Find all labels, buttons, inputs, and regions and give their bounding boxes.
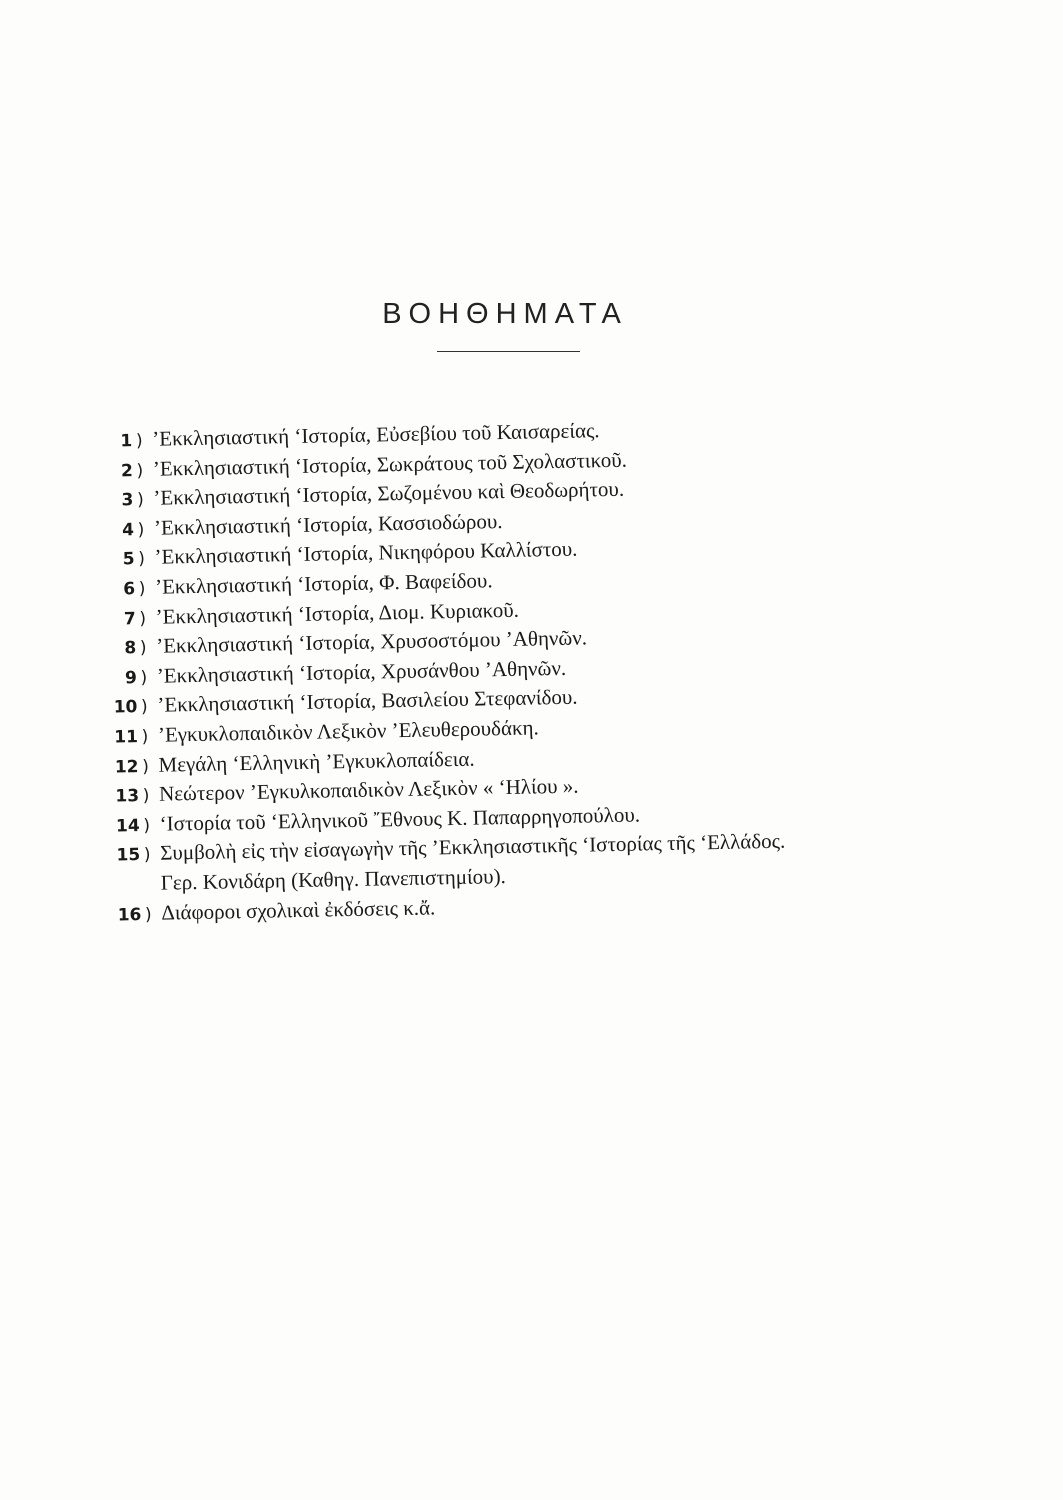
item-text: Μεγάλη ‘Ελληνικὴ ’Εγκυκλοπαίδεια.	[158, 746, 475, 777]
item-number: 10	[113, 697, 138, 718]
item-number: 14	[115, 815, 140, 837]
item-number: 7	[123, 608, 136, 629]
item-text: ’Εγκυκλοπαιδικὸν Λεξικὸν ’Ελευθερουδάκη.	[157, 715, 539, 747]
item-paren: )	[136, 490, 144, 511]
page-title: ΒΟΗΘΗΜΑΤΑ	[382, 298, 628, 330]
item-text: Διάφοροι σχολικαὶ ἐκδόσεις κ.ἄ.	[161, 894, 436, 925]
item-text: ’Εκκλησιαστική ‘Ιστορία, Χρυσοστόμου ’Αθηνῶν.	[156, 625, 588, 658]
title-underline	[437, 351, 580, 352]
item-text: Νεώτερον ’Εγκυλκοπαιδικὸν Λεξικὸν « ‘Ηλίου ».	[158, 773, 579, 806]
item-text: ’Εκκλησιαστική ‘Ιστορία, Βασιλείου Στεφανίδου.	[157, 684, 578, 718]
item-paren: )	[144, 904, 152, 925]
item-text: ’Εκκλησιαστική ‘Ιστορία, Κασσιοδώρου.	[153, 508, 503, 540]
item-paren: )	[140, 667, 148, 688]
item-paren: )	[142, 756, 150, 777]
item-number: 9	[124, 667, 138, 689]
item-paren: )	[139, 608, 147, 629]
item-text: ’Εκκλησιαστική ‘Ιστορία, Διομ. Κυριακοῦ.	[155, 597, 520, 629]
item-paren: )	[142, 786, 150, 807]
item-number: 4	[121, 519, 135, 541]
item-text: ’Εκκλησιαστική ‘Ιστορία, Φ. Βαφείδου.	[154, 568, 493, 599]
item-paren: )	[138, 578, 146, 600]
item-text: ‘Ιστορία τοῦ ‘Ελληνικοῦ ῎Εθνους Κ. Παπαρρηγοπούλου.	[159, 802, 641, 836]
item-number: 2	[120, 460, 134, 481]
item-paren: )	[135, 430, 143, 452]
item-text: ’Εκκλησιαστική ‘Ιστορία, Σωζομένου καὶ Θεοδωρήτου.	[153, 476, 625, 510]
item-text: ’Εκκλησιαστική ‘Ιστορία, Σωκράτους τοῦ Σχολαστικοῦ.	[152, 447, 628, 481]
item-number: 13	[115, 786, 140, 807]
item-text: ’Εκκλησιαστική ‘Ιστορία, Εὐσεβίου τοῦ Καισαρείας.	[152, 418, 600, 451]
item-text: Γερ. Κονιδάρη (Καθηγ. Πανεπιστημίου).	[160, 863, 507, 895]
item-paren: )	[138, 549, 146, 570]
item-paren: )	[141, 726, 149, 747]
item-paren: )	[143, 845, 151, 866]
item-paren: )	[143, 815, 151, 836]
item-number: 1	[120, 431, 133, 452]
item-number: 16	[117, 904, 142, 926]
item-number: 5	[122, 549, 135, 570]
item-paren: )	[136, 460, 144, 481]
item-number: 3	[121, 490, 134, 511]
item-number: 15	[116, 845, 141, 866]
item-text: ’Εκκλησιαστική ‘Ιστορία, Χρυσάνθου ’Αθηνῶν.	[156, 655, 567, 688]
item-paren: )	[140, 697, 148, 718]
item-number: 12	[114, 756, 139, 778]
item-paren: )	[137, 519, 145, 540]
item-number: 6	[123, 579, 136, 600]
item-paren: )	[139, 638, 147, 659]
item-text: ’Εκκλησιαστική ‘Ιστορία, Νικηφόρου Καλλίστου.	[154, 537, 578, 570]
bibliography-list	[88, 409, 997, 929]
item-text: Συμβολὴ εἰς τὴν εἰσαγωγὴν τῆς ’Εκκλησιαστικῆς ‘Ιστορίας τῆς ‘Ελλάδος.	[159, 829, 786, 866]
item-number: 11	[114, 727, 139, 748]
item-number: 8	[124, 638, 137, 659]
